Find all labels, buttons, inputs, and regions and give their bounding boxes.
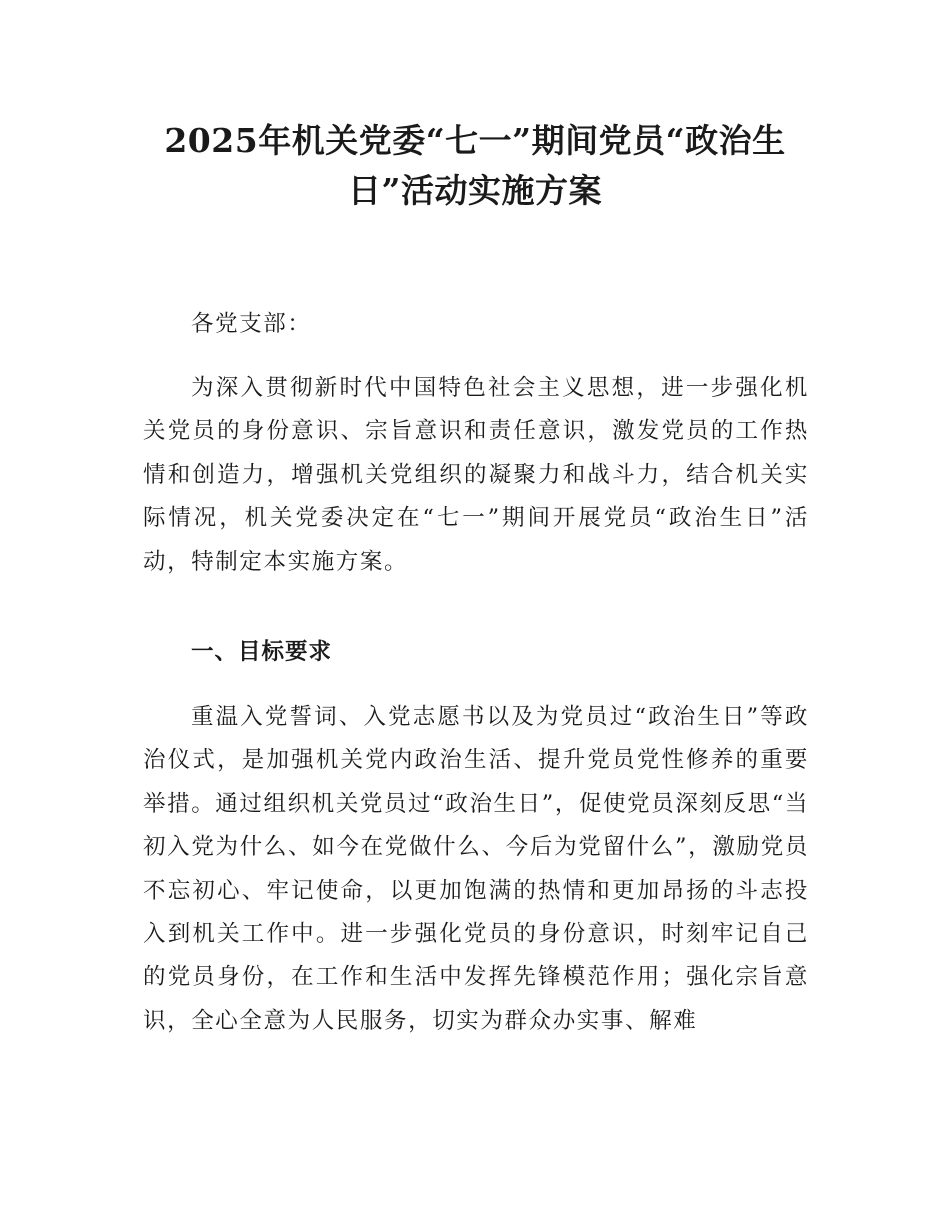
document-title: 2025年机关党委“七一”期间党员“政治生日”活动实施方案 — [164, 121, 786, 210]
section-heading-goals: 一、目标要求 — [191, 639, 333, 665]
salutation: 各党支部： — [191, 311, 312, 337]
intro-paragraph: 为深入贯彻新时代中国特色社会主义思想，进一步强化机关党员的身份意识、宗旨意识和责任意识，激发党员的工作热情和创造力，增强机关党组织的凝聚力和战斗力，结合机关实际情况，机关党委决定在“七一”期间开展党员“政治生日”活动，特制定本实施方案。 — [143, 375, 809, 575]
goals-paragraph: 重温入党誓词、入党志愿书以及为党员过“政治生日”等政治仪式，是加强机关党内政治生活、提升党员党性修养的重要举措。通过组织机关党员过“政治生日”，促使党员深刻反思“当初入党为什么、如今在党做什么、今后为党留什么”，激励党员不忘初心、牢记使命，以更加饱满的热情和更加昂扬的斗志投入到机关工作中。进一步强化党员的身份意识，时刻牢记自己的党员身份，在工作和生活中发挥先锋模范作用；强化宗旨意识，全心全意为人民服务，切实为群众办实事、解难 — [143, 704, 809, 1034]
